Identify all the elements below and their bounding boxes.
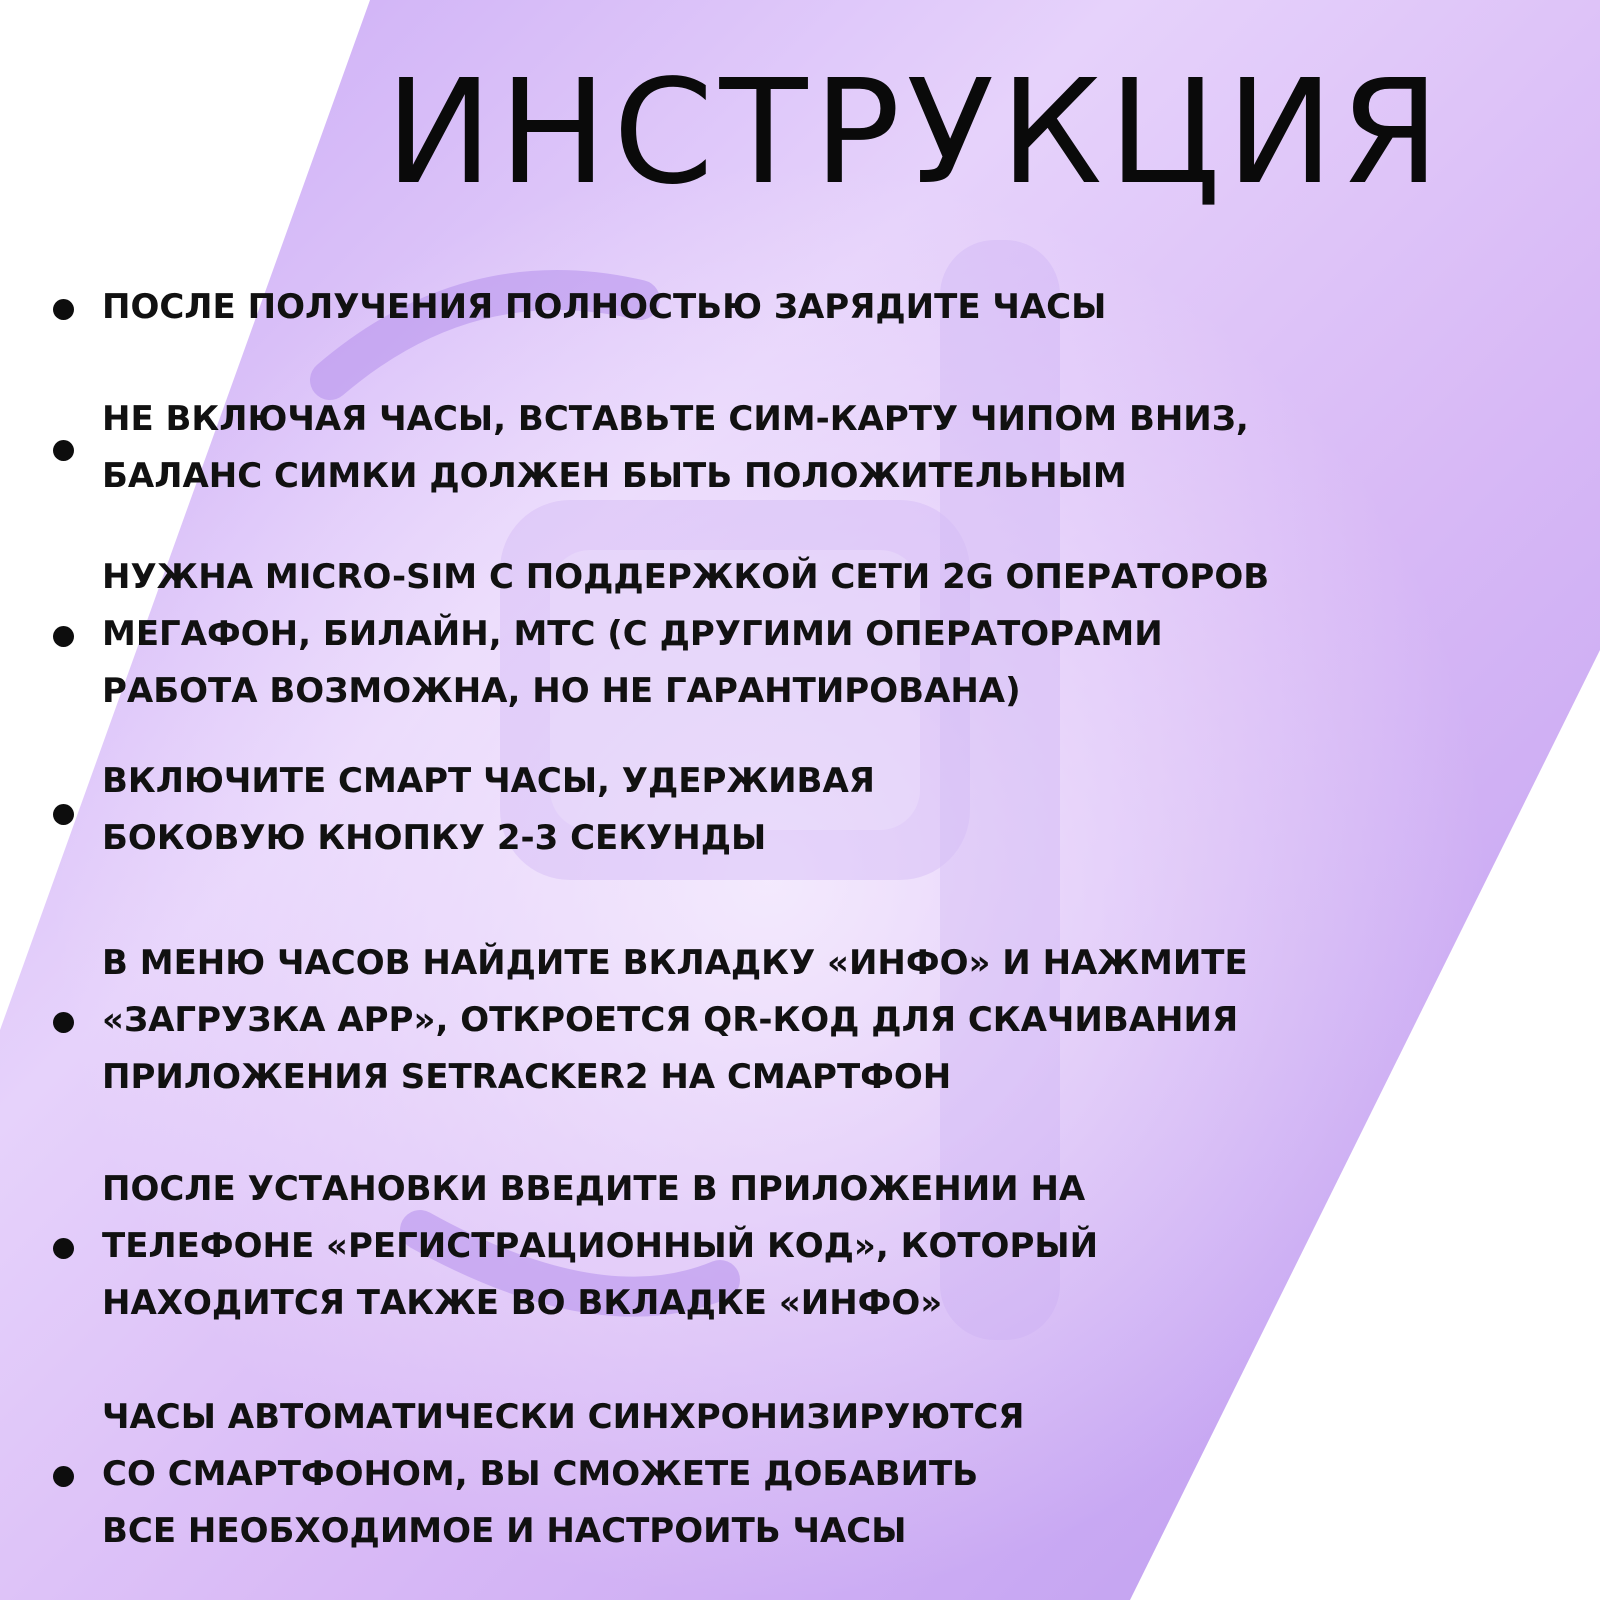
instruction-line: НУЖНА MICRO-SIM С ПОДДЕРЖКОЙ СЕТИ 2G ОПЕРАТОРОВ bbox=[102, 557, 1270, 597]
instruction-line: ВСЕ НЕОБХОДИМОЕ И НАСТРОИТЬ ЧАСЫ bbox=[102, 1511, 907, 1551]
instruction-line: ТЕЛЕФОНЕ «РЕГИСТРАЦИОННЫЙ КОД», КОТОРЫЙ bbox=[102, 1226, 1099, 1266]
bullet-icon bbox=[53, 1012, 74, 1033]
bullet-icon bbox=[53, 626, 74, 647]
instruction-line: БАЛАНС СИМКИ ДОЛЖЕН БЫТЬ ПОЛОЖИТЕЛЬНЫМ bbox=[102, 456, 1127, 496]
instruction-line: ЧАСЫ АВТОМАТИЧЕСКИ СИНХРОНИЗИРУЮТСЯ bbox=[102, 1397, 1025, 1437]
instruction-line: НЕ ВКЛЮЧАЯ ЧАСЫ, ВСТАВЬТЕ СИМ-КАРТУ ЧИПОМ ВНИЗ, bbox=[102, 399, 1249, 439]
instruction-line: МЕГАФОН, БИЛАЙН, МТС (С ДРУГИМИ ОПЕРАТОРАМИ bbox=[102, 614, 1163, 654]
bullet-icon bbox=[53, 804, 74, 825]
instruction-line: ВКЛЮЧИТЕ СМАРТ ЧАСЫ, УДЕРЖИВАЯ bbox=[102, 761, 875, 801]
instruction-line: В МЕНЮ ЧАСОВ НАЙДИТЕ ВКЛАДКУ «ИНФО» И НАЖМИТЕ bbox=[102, 943, 1248, 983]
instruction-line: ПРИЛОЖЕНИЯ SETRACKER2 НА СМАРТФОН bbox=[102, 1057, 952, 1097]
bullet-icon bbox=[53, 1466, 74, 1487]
instruction-line: СО СМАРТФОНОМ, ВЫ СМОЖЕТЕ ДОБАВИТЬ bbox=[102, 1454, 979, 1494]
page-title: ИНСТРУКЦИЯ bbox=[385, 48, 1446, 216]
bullet-icon bbox=[53, 440, 74, 461]
instruction-line: РАБОТА ВОЗМОЖНА, НО НЕ ГАРАНТИРОВАНА) bbox=[102, 671, 1021, 711]
instruction-line: ПОСЛЕ ПОЛУЧЕНИЯ ПОЛНОСТЬЮ ЗАРЯДИТЕ ЧАСЫ bbox=[102, 287, 1107, 327]
bullet-icon bbox=[53, 299, 74, 320]
instruction-line: НАХОДИТСЯ ТАКЖЕ ВО ВКЛАДКЕ «ИНФО» bbox=[102, 1283, 943, 1323]
instruction-line: «ЗАГРУЗКА APP», ОТКРОЕТСЯ QR-КОД ДЛЯ СКАЧИВАНИЯ bbox=[102, 1000, 1239, 1040]
instruction-line: ПОСЛЕ УСТАНОВКИ ВВЕДИТЕ В ПРИЛОЖЕНИИ НА bbox=[102, 1169, 1086, 1209]
bullet-icon bbox=[53, 1238, 74, 1259]
instruction-line: БОКОВУЮ КНОПКУ 2-3 СЕКУНДЫ bbox=[102, 818, 767, 858]
